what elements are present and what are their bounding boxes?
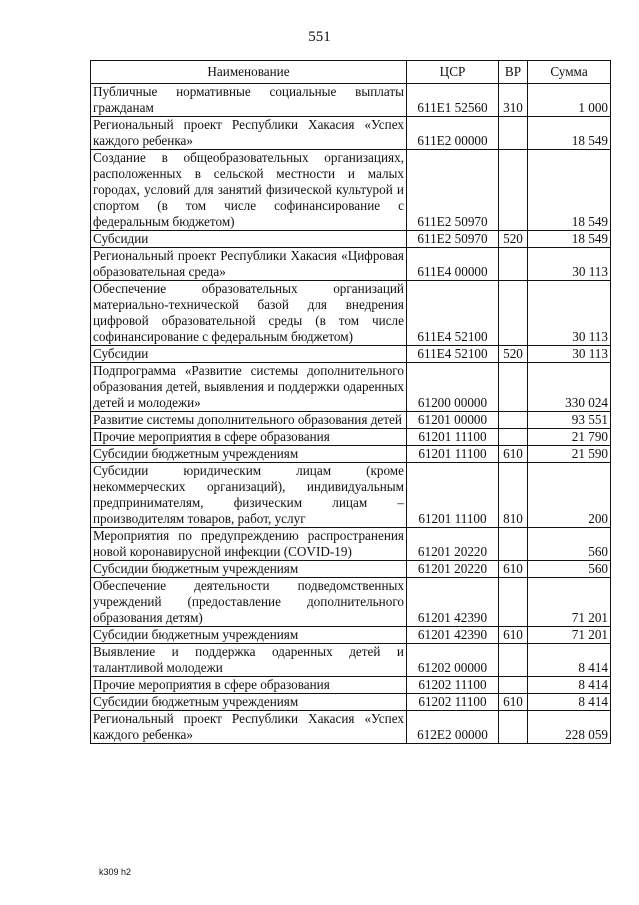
row-name: Обеспечение образовательных организаций материально-технической базой для внедрения цифровой образовательной среды (в том числе софинансирование с федеральным бюджетом) bbox=[91, 281, 407, 346]
row-csr: 61201 42390 bbox=[407, 627, 499, 644]
row-vr bbox=[499, 363, 528, 412]
table-header-row bbox=[91, 61, 611, 84]
row-sum: 93 551 bbox=[528, 412, 611, 429]
row-vr bbox=[499, 281, 528, 346]
row-sum: 30 113 bbox=[528, 346, 611, 363]
table-row bbox=[91, 150, 611, 231]
row-name: Развитие системы дополнительного образования детей bbox=[91, 412, 407, 429]
row-sum: 560 bbox=[528, 528, 611, 561]
row-csr: 611E1 52560 bbox=[407, 84, 499, 117]
row-sum: 71 201 bbox=[528, 578, 611, 627]
row-name: Обеспечение деятельности подведомственных учреждений (предоставление дополнительного образования детям) bbox=[91, 578, 407, 627]
row-vr: 520 bbox=[499, 346, 528, 363]
row-sum: 18 549 bbox=[528, 150, 611, 231]
row-name: Выявление и поддержка одаренных детей и талантливой молодежи bbox=[91, 644, 407, 677]
row-vr: 610 bbox=[499, 446, 528, 463]
row-sum: 8 414 bbox=[528, 644, 611, 677]
row-vr: 810 bbox=[499, 463, 528, 528]
table-row bbox=[91, 694, 611, 711]
row-name: Прочие мероприятия в сфере образования bbox=[91, 677, 407, 694]
row-name: Субсидии бюджетным учреждениям bbox=[91, 446, 407, 463]
table-row bbox=[91, 248, 611, 281]
header-csr: ЦСР bbox=[407, 61, 499, 84]
row-csr: 611E2 50970 bbox=[407, 231, 499, 248]
row-csr: 61200 00000 bbox=[407, 363, 499, 412]
row-name: Субсидии bbox=[91, 346, 407, 363]
row-name: Прочие мероприятия в сфере образования bbox=[91, 429, 407, 446]
row-sum: 30 113 bbox=[528, 248, 611, 281]
row-vr bbox=[499, 248, 528, 281]
row-csr: 611E4 52100 bbox=[407, 346, 499, 363]
row-name: Региональный проект Республики Хакасия «Успех каждого ребенка» bbox=[91, 711, 407, 744]
row-csr: 611E4 00000 bbox=[407, 248, 499, 281]
row-csr: 611E2 50970 bbox=[407, 150, 499, 231]
table-row bbox=[91, 561, 611, 578]
table-row bbox=[91, 528, 611, 561]
row-csr: 61201 00000 bbox=[407, 412, 499, 429]
table-row bbox=[91, 363, 611, 412]
row-sum: 21 590 bbox=[528, 446, 611, 463]
row-name: Мероприятия по предупреждению распространения новой коронавирусной инфекции (COVID-19) bbox=[91, 528, 407, 561]
row-csr: 61202 11100 bbox=[407, 677, 499, 694]
row-csr: 61201 11100 bbox=[407, 463, 499, 528]
row-sum: 1 000 bbox=[528, 84, 611, 117]
row-csr: 61202 11100 bbox=[407, 694, 499, 711]
row-sum: 71 201 bbox=[528, 627, 611, 644]
row-vr bbox=[499, 117, 528, 150]
row-csr: 611E4 52100 bbox=[407, 281, 499, 346]
table-row bbox=[91, 117, 611, 150]
table-row bbox=[91, 711, 611, 744]
row-csr: 611E2 00000 bbox=[407, 117, 499, 150]
table-row bbox=[91, 429, 611, 446]
table-row bbox=[91, 281, 611, 346]
row-name: Субсидии бюджетным учреждениям bbox=[91, 561, 407, 578]
row-sum: 21 790 bbox=[528, 429, 611, 446]
row-vr bbox=[499, 578, 528, 627]
row-name: Субсидии юридическим лицам (кроме некоммерческих организаций), индивидуальным предпринимателям, физическим лицам – производителям товаров, работ, услуг bbox=[91, 463, 407, 528]
row-name: Субсидии bbox=[91, 231, 407, 248]
row-name: Публичные нормативные социальные выплаты гражданам bbox=[91, 84, 407, 117]
row-vr bbox=[499, 677, 528, 694]
table-row bbox=[91, 84, 611, 117]
budget-table bbox=[90, 60, 611, 744]
row-sum: 228 059 bbox=[528, 711, 611, 744]
row-vr: 610 bbox=[499, 694, 528, 711]
row-sum: 330 024 bbox=[528, 363, 611, 412]
row-csr: 61201 11100 bbox=[407, 446, 499, 463]
table-row bbox=[91, 578, 611, 627]
header-sum: Сумма bbox=[528, 61, 611, 84]
table-row bbox=[91, 644, 611, 677]
table-row bbox=[91, 463, 611, 528]
row-vr bbox=[499, 528, 528, 561]
row-name: Региональный проект Республики Хакасия «Успех каждого ребенка» bbox=[91, 117, 407, 150]
row-vr bbox=[499, 429, 528, 446]
row-sum: 8 414 bbox=[528, 677, 611, 694]
row-csr: 612E2 00000 bbox=[407, 711, 499, 744]
table-row bbox=[91, 412, 611, 429]
row-csr: 61201 20220 bbox=[407, 561, 499, 578]
row-vr: 610 bbox=[499, 561, 528, 578]
table-row bbox=[91, 677, 611, 694]
row-csr: 61201 11100 bbox=[407, 429, 499, 446]
row-vr: 310 bbox=[499, 84, 528, 117]
page-number: 551 bbox=[308, 29, 331, 45]
table-row bbox=[91, 627, 611, 644]
row-vr: 520 bbox=[499, 231, 528, 248]
row-sum: 18 549 bbox=[528, 231, 611, 248]
row-sum: 8 414 bbox=[528, 694, 611, 711]
footer-code: k309 h2 bbox=[99, 867, 132, 877]
row-name: Субсидии бюджетным учреждениям bbox=[91, 627, 407, 644]
header-name: Наименование bbox=[91, 61, 407, 84]
row-csr: 61201 42390 bbox=[407, 578, 499, 627]
row-vr bbox=[499, 150, 528, 231]
table-row bbox=[91, 446, 611, 463]
row-vr bbox=[499, 644, 528, 677]
row-name: Подпрограмма «Развитие системы дополнительного образования детей, выявления и поддержки одаренных детей и молодежи» bbox=[91, 363, 407, 412]
row-sum: 560 bbox=[528, 561, 611, 578]
row-vr bbox=[499, 412, 528, 429]
row-name: Субсидии бюджетным учреждениям bbox=[91, 694, 407, 711]
table-row bbox=[91, 231, 611, 248]
row-sum: 200 bbox=[528, 463, 611, 528]
row-vr: 610 bbox=[499, 627, 528, 644]
row-csr: 61201 20220 bbox=[407, 528, 499, 561]
row-name: Создание в общеобразовательных организациях, расположенных в сельской местности и малых городах, условий для занятий физической культурой и спортом (в том числе софинансирование с федеральным бюджетом) bbox=[91, 150, 407, 231]
header-vr: ВР bbox=[499, 61, 528, 84]
row-sum: 30 113 bbox=[528, 281, 611, 346]
row-sum: 18 549 bbox=[528, 117, 611, 150]
table-row bbox=[91, 346, 611, 363]
row-csr: 61202 00000 bbox=[407, 644, 499, 677]
row-name: Региональный проект Республики Хакасия «Цифровая образовательная среда» bbox=[91, 248, 407, 281]
row-vr bbox=[499, 711, 528, 744]
